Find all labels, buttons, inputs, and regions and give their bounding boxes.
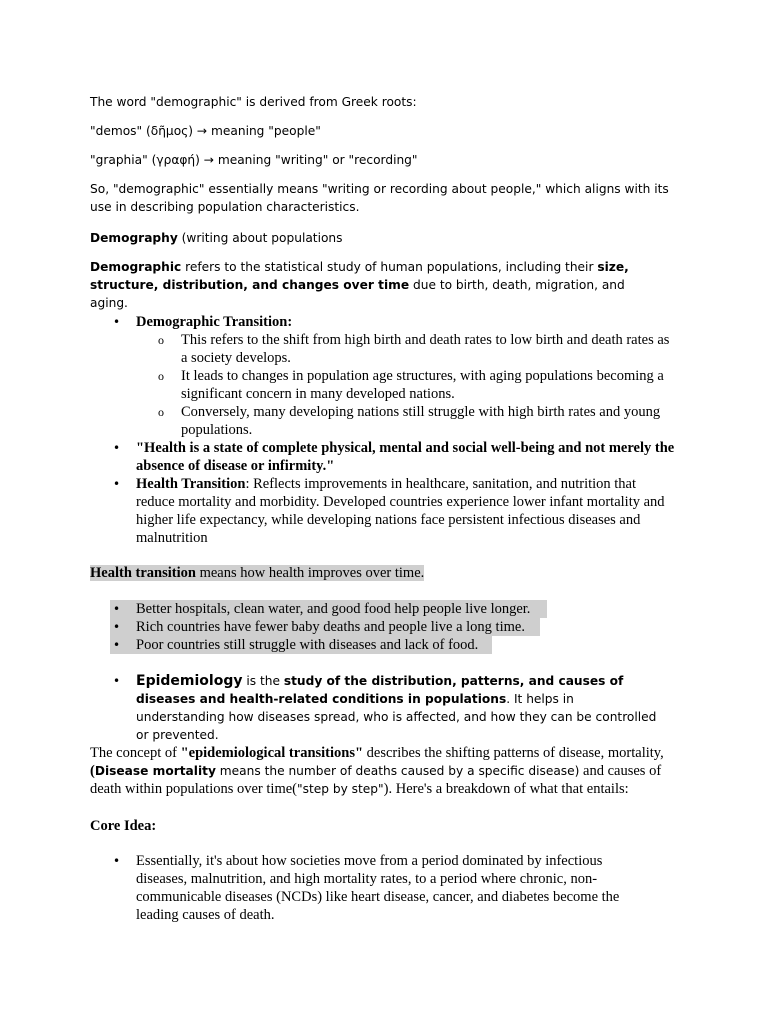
epidemiology-list [0,672,768,744]
demography-definition [90,229,675,247]
health-transition-term: Health Transition [136,476,246,492]
demographic-transition-title: Demographic Transition: [136,314,293,330]
health-transition-label: Health transition [90,565,196,581]
core-idea-title: Core Idea: [90,818,157,834]
epidemiology-bold: study of the distribution, patterns, and causes of diseases and health-related conditions in populations [136,674,624,706]
concept-term: "epidemiological transitions" [180,745,364,761]
demos-line: "demos" (δῆμος) → meaning "people" [90,124,321,138]
core-idea-heading [90,817,675,835]
concept-text: and causes of death within populations over time( [90,763,662,797]
core-idea-list [0,852,768,924]
concept-paren: ( [90,763,95,779]
demographic-bold: size, structure, distribution, and changes over time [90,260,629,292]
list-item: o This refers to the shift from high birth and death rates to low birth and death rates as a society develops. [136,331,676,367]
demography-term: Demography [90,231,178,245]
health-transition-text: : Reflects improvements in healthcare, sanitation, and nutrition that reduce mortality and morbidity. Developed countries experience lower infant mortality and higher life expectancy, while developing nations face persistent infectious diseases and malnutrition [136,476,665,546]
concept-text: describes the shifting patterns of disease, mortality, [363,745,664,761]
epidemiology-text: is the [242,674,284,688]
meaning-paragraph: So, "demographic" essentially means "writing or recording about people," which aligns with its use in describing population characteristics. [90,182,669,214]
demographic-text-end: due to birth, death, migration, and aging. [90,278,625,310]
transition-list [0,313,768,547]
list-item: • Better hospitals, clean water, and good food help people live longer. [0,600,676,618]
list-item [0,672,661,744]
step-by-step-text: "step by step" [297,782,384,796]
demographic-definition [90,258,650,312]
concept-text: The concept of [90,745,181,761]
demographic-text: refers to the statistical study of human populations, including their [181,260,598,274]
list-item: • Poor countries still struggle with diseases and lack of food. [0,636,676,654]
list-item: o It leads to changes in population age structures, with aging populations becoming a significant concern in many developed nations. [136,367,676,403]
transition-sublist [136,331,676,439]
concept-text: ). Here's a breakdown of what that entails: [383,781,629,797]
list-item: • Essentially, it's about how societies move from a period dominated by infectious diseases, malnutrition, and high mortality rates, to a period where chronic, non-communicable diseases (NCDs) like heart disease, cancer, and diabetes become the leading causes of death. [0,852,644,924]
graphia-line: "graphia" (γραφή) → meaning "writing" or "recording" [90,153,418,167]
health-quote: "Health is a state of complete physical, mental and social well-being and not merely the absence of disease or infirmity." [136,440,675,474]
list-item [0,439,676,475]
health-transition-heading [90,564,424,582]
health-transition-meaning: means how health improves over time. [195,565,425,581]
disease-mortality-term: Disease mortality [94,764,216,778]
epidemiology-term: Epidemiology [136,673,243,689]
list-item [0,475,676,547]
concept-paragraph [90,744,675,798]
list-item: • Rich countries have fewer baby deaths and people live a long time. [0,618,676,636]
highlighted-text [90,565,424,581]
demography-text: (writing about populations [177,231,343,245]
list-item: o Conversely, many developing nations still struggle with high birth rates and young populations. [136,403,676,439]
epidemiology-rest: . It helps in understanding how diseases spread, who is affected, and how they can be controlled or prevented. [136,692,657,742]
disease-mortality-text: means the number of deaths caused by a specific disease) [215,764,580,778]
intro-line: The word "demographic" is derived from Greek roots: [90,95,417,109]
health-transition-bullets [0,600,768,654]
demographic-term: Demographic [90,260,182,274]
list-item [0,313,676,439]
